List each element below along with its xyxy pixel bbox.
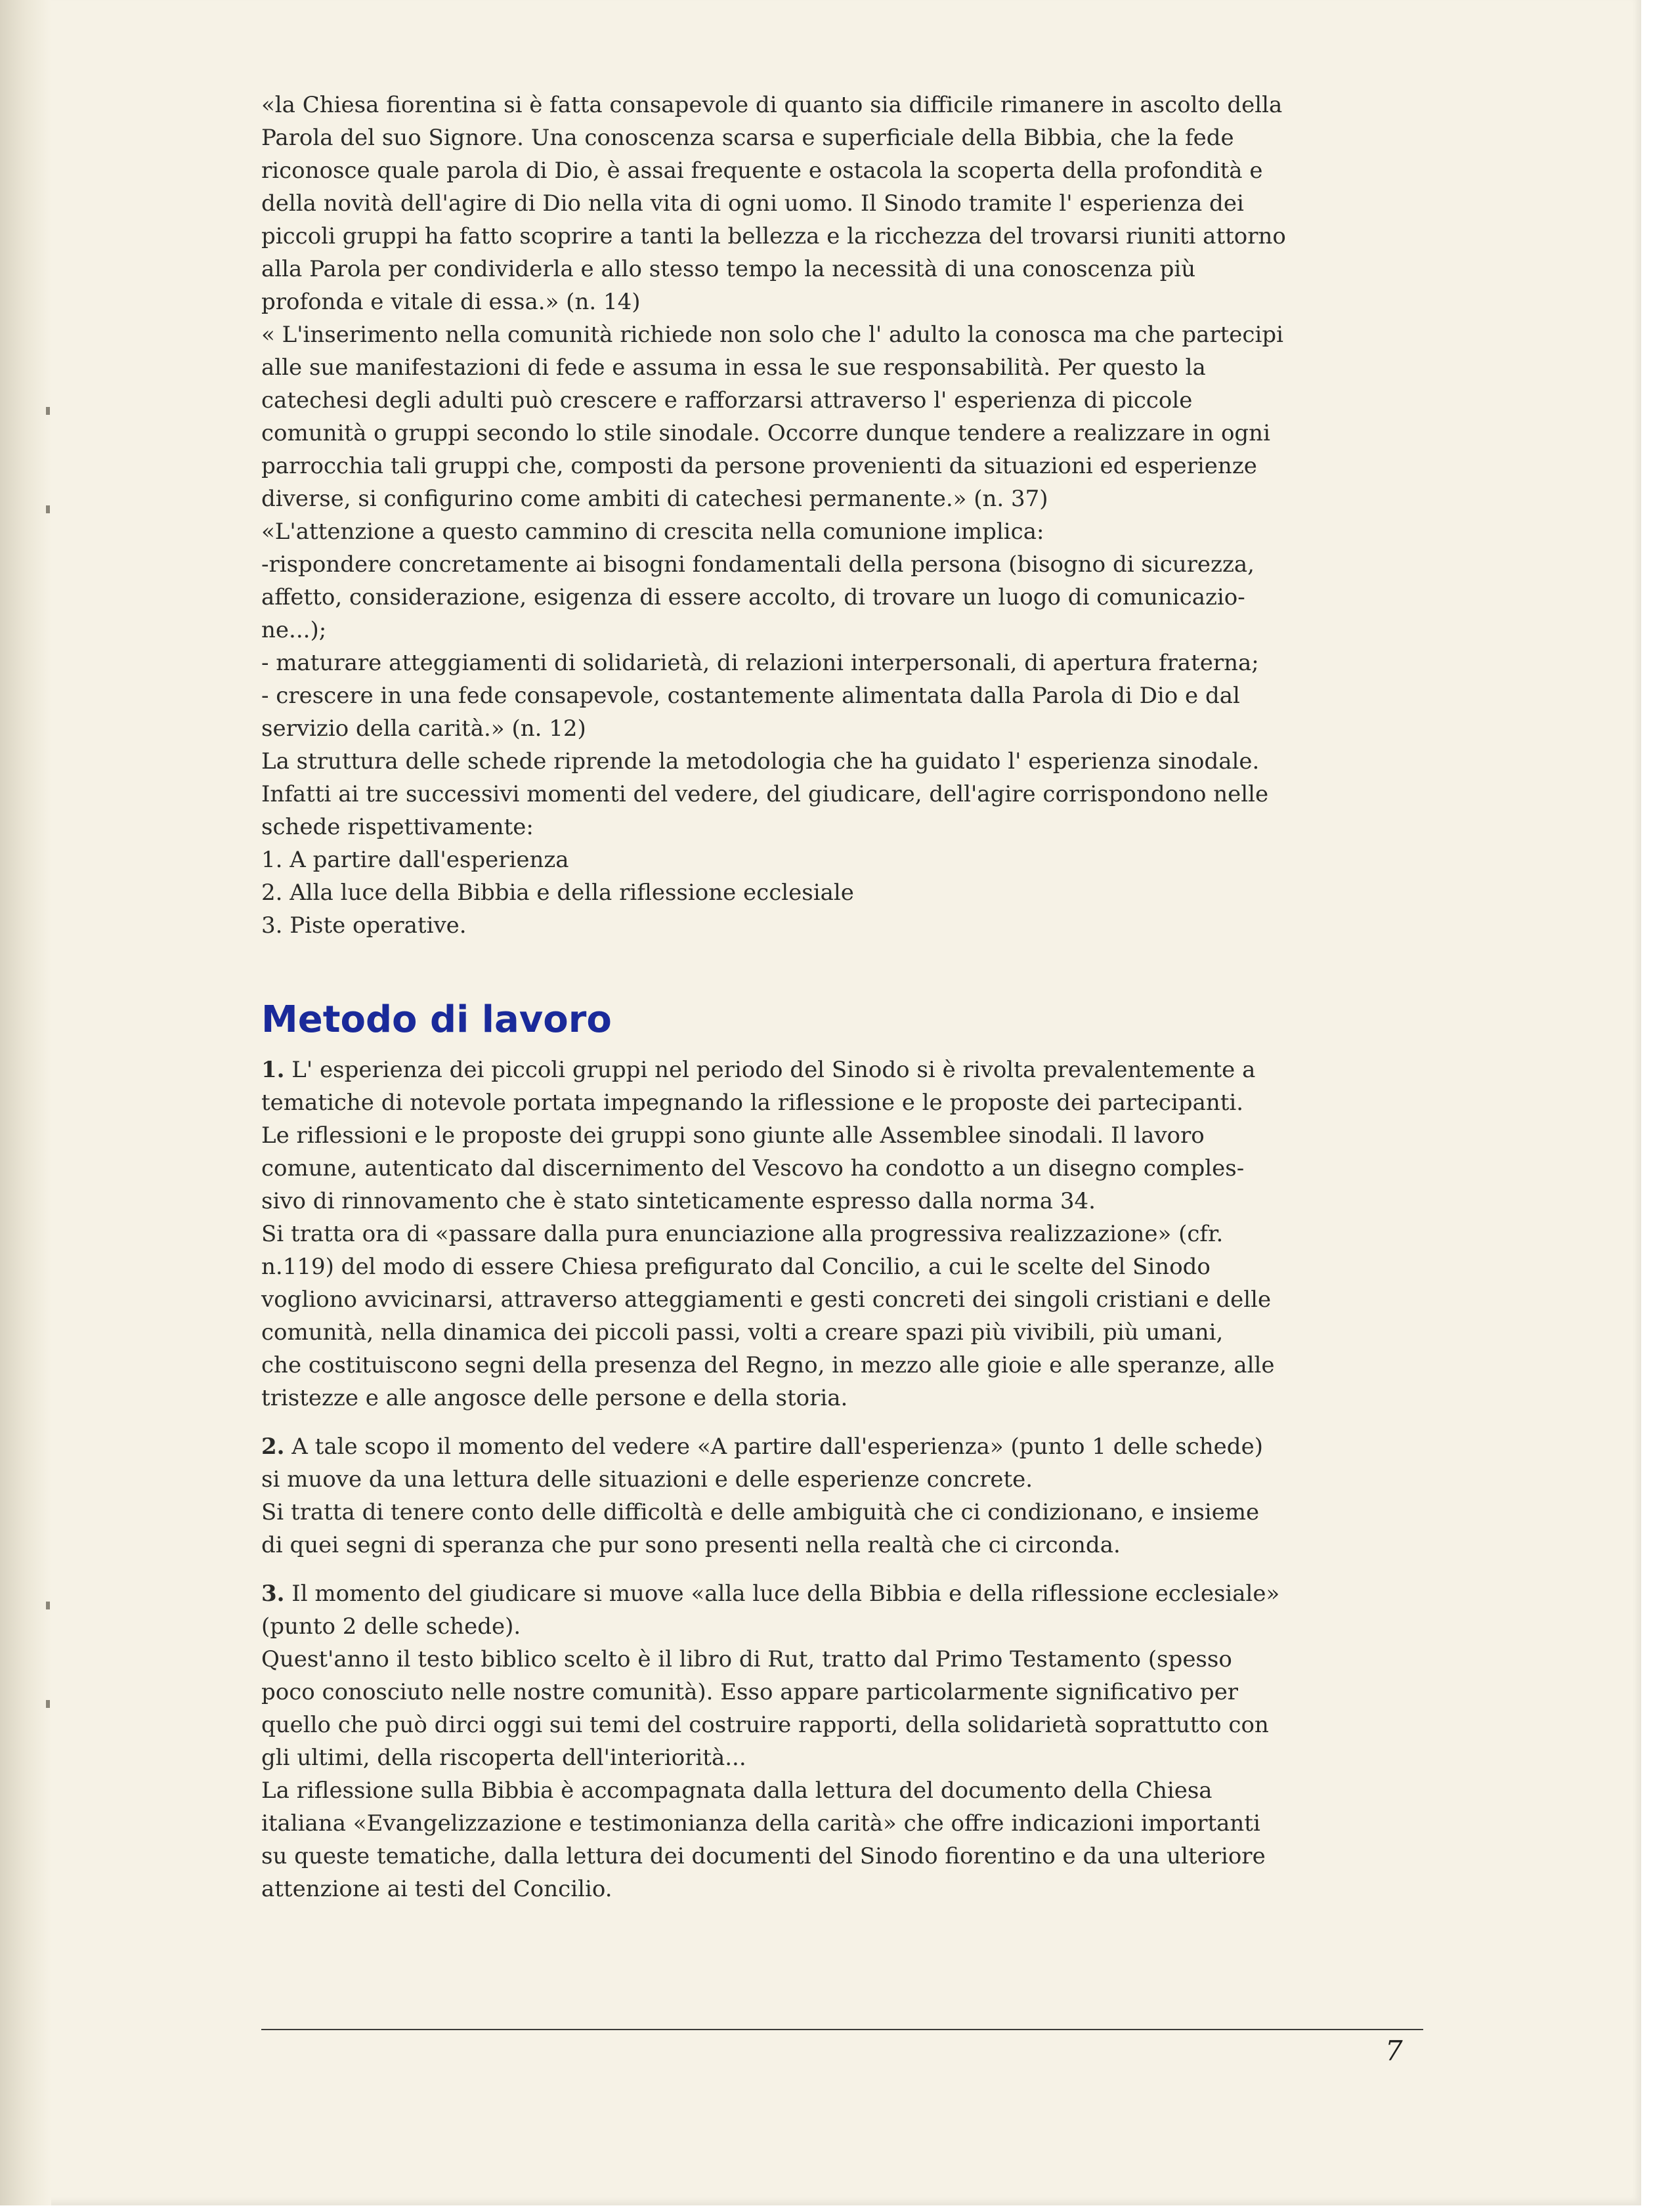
text-line: che costituiscono segni della presenza del Regno, in mezzo alle gioie e alle speranze, alle	[261, 1352, 1275, 1378]
text-line: della novità dell'agire di Dio nella vita di ogni uomo. Il Sinodo tramite l' esperienza dei	[261, 190, 1244, 217]
paragraph-2	[261, 1430, 1410, 1562]
text-line: Quest'anno il testo biblico scelto è il libro di Rut, tratto dal Primo Testamento (spesso	[261, 1646, 1232, 1672]
text-line: La struttura delle schede riprende la metodologia che ha guidato l' esperienza sinodale.	[261, 748, 1260, 775]
binding-edge	[0, 0, 51, 2205]
text-line: n.119) del modo di essere Chiesa prefigurato dal Concilio, a cui le scelte del Sinodo	[261, 1254, 1211, 1280]
paragraph-number: 2.	[261, 1434, 285, 1460]
text-line: su queste tematiche, dalla lettura dei documenti del Sinodo fiorentino e da una ulteriore	[261, 1843, 1266, 1869]
text-line: poco conosciuto nelle nostre comunità). Esso appare particolarmente significativo per	[261, 1679, 1239, 1705]
text-line	[261, 1430, 1410, 1463]
text-line: - crescere in una fede consapevole, costantemente alimentata dalla Parola di Dio e dal	[261, 683, 1240, 709]
text-line: (punto 2 delle schede).	[261, 1613, 521, 1640]
text-line: gli ultimi, della riscoperta dell'interiorità...	[261, 1745, 746, 1771]
text-fragment: A tale scopo il momento del vedere «A partire dall'esperienza» (punto 1 delle schede)	[284, 1434, 1263, 1460]
text-line: vogliono avvicinarsi, attraverso atteggiamenti e gesti concreti dei singoli cristiani e delle	[261, 1287, 1272, 1313]
paragraph-1	[261, 1053, 1410, 1414]
text-line: - maturare atteggiamenti di solidarietà, di relazioni interpersonali, di apertura fraterna;	[261, 650, 1259, 676]
paragraph-spacer	[261, 1414, 1410, 1430]
text-line: parrocchia tali gruppi che, composti da persone provenienti da situazioni ed esperienze	[261, 453, 1257, 479]
binding-mark	[46, 505, 50, 513]
text-line: Parola del suo Signore. Una conoscenza scarsa e superficiale della Bibbia, che la fede	[261, 125, 1234, 151]
text-fragment: Il momento del giudicare si muove «alla luce della Bibbia e della riflessione ecclesiale»	[284, 1581, 1280, 1607]
text-line: attenzione ai testi del Concilio.	[261, 1876, 612, 1902]
text-line: affetto, considerazione, esigenza di essere accolto, di trovare un luogo di comunicazio-	[261, 584, 1245, 610]
binding-mark	[46, 1602, 50, 1609]
page-content	[261, 89, 1410, 1905]
text-line	[261, 1577, 1410, 1610]
text-line: schede rispettivamente:	[261, 814, 534, 840]
binding-mark	[46, 407, 50, 415]
text-line: si muove da una lettura delle situazioni e delle esperienze concrete.	[261, 1466, 1033, 1493]
quote-community-insertion	[261, 318, 1410, 515]
text-line: alle sue manifestazioni di fede e assuma in essa le sue responsabilità. Per questo la	[261, 354, 1206, 381]
text-line: comune, autenticato dal discernimento del Vescovo ha condotto a un disegno comples-	[261, 1155, 1245, 1181]
text-line: -rispondere concretamente ai bisogni fondamentali della persona (bisogno di sicurezza,	[261, 551, 1255, 578]
text-line: Le riflessioni e le proposte dei gruppi sono giunte alle Assemblee sinodali. Il lavoro	[261, 1122, 1205, 1149]
text-line: Infatti ai tre successivi momenti del vedere, del giudicare, dell'agire corrispondono nelle	[261, 781, 1269, 807]
text-line: di quei segni di speranza che pur sono presenti nella realtà che ci circonda.	[261, 1532, 1121, 1558]
text-line: « L'inserimento nella comunità richiede non solo che l' adulto la conosca ma che partecipi	[261, 322, 1283, 348]
binding-mark	[46, 1700, 50, 1708]
list-item: 1. A partire dall'esperienza	[261, 847, 569, 873]
text-fragment: L' esperienza dei piccoli gruppi nel periodo del Sinodo si è rivolta prevalentemente a	[284, 1057, 1256, 1083]
paragraph-number: 1.	[261, 1057, 285, 1083]
text-line: profonda e vitale di essa.» (n. 14)	[261, 289, 641, 315]
text-line: alla Parola per condividerla e allo stesso tempo la necessità di una conoscenza più	[261, 256, 1196, 282]
text-line: tristezze e alle angosce delle persone e della storia.	[261, 1385, 848, 1411]
text-line: «la Chiesa fiorentina si è fatta consapevole di quanto sia difficile rimanere in ascolto della	[261, 92, 1283, 118]
text-line: La riflessione sulla Bibbia è accompagnata dalla lettura del documento della Chiesa	[261, 1777, 1213, 1804]
text-line: Si tratta ora di «passare dalla pura enunciazione alla progressiva realizzazione» (cfr.	[261, 1221, 1224, 1247]
text-line: riconosce quale parola di Dio, è assai frequente e ostacola la scoperta della profondità e	[261, 158, 1263, 184]
text-line: italiana «Evangelizzazione e testimonianza della carità» che offre indicazioni importanti	[261, 1810, 1260, 1837]
text-line: catechesi degli adulti può crescere e rafforzarsi attraverso l' esperienza di piccole	[261, 387, 1193, 414]
quote-church-listening	[261, 89, 1410, 318]
text-line: comunità, nella dinamica dei piccoli passi, volti a creare spazi più vivibili, più umani,	[261, 1319, 1224, 1346]
page-number: 7	[1385, 2035, 1403, 2067]
list-item: 2. Alla luce della Bibbia e della riflessione ecclesiale	[261, 880, 854, 906]
paragraph-3	[261, 1577, 1410, 1905]
text-line: tematiche di notevole portata impegnando la riflessione e le proposte dei partecipanti.	[261, 1090, 1244, 1116]
section-title: Metodo di lavoro	[261, 998, 612, 1041]
text-line: quello che può dirci oggi sui temi del costruire rapporti, della solidarietà soprattutto con	[261, 1712, 1269, 1738]
text-line	[261, 1053, 1410, 1086]
text-line: piccoli gruppi ha fatto scoprire a tanti la bellezza e la ricchezza del trovarsi riuniti attorno	[261, 223, 1286, 249]
text-line: ne...);	[261, 617, 327, 643]
text-line: «L'attenzione a questo cammino di crescita nella comunione implica:	[261, 519, 1044, 545]
footer-rule	[261, 2029, 1423, 2030]
text-line: servizio della carità.» (n. 12)	[261, 715, 586, 742]
text-line: comunità o gruppi secondo lo stile sinodale. Occorre dunque tendere a realizzare in ogni	[261, 420, 1270, 446]
structure-paragraph	[261, 745, 1410, 942]
list-item: 3. Piste operative.	[261, 912, 467, 939]
paragraph-spacer	[261, 1562, 1410, 1577]
text-line: sivo di rinnovamento che è stato sinteticamente espresso dalla norma 34.	[261, 1188, 1096, 1214]
paragraph-number: 3.	[261, 1581, 285, 1607]
text-line: diverse, si configurino come ambiti di catechesi permanente.» (n. 37)	[261, 486, 1048, 512]
text-line: Si tratta di tenere conto delle difficoltà e delle ambiguità che ci condizionano, e insieme	[261, 1499, 1260, 1525]
quote-communion-path	[261, 515, 1410, 745]
